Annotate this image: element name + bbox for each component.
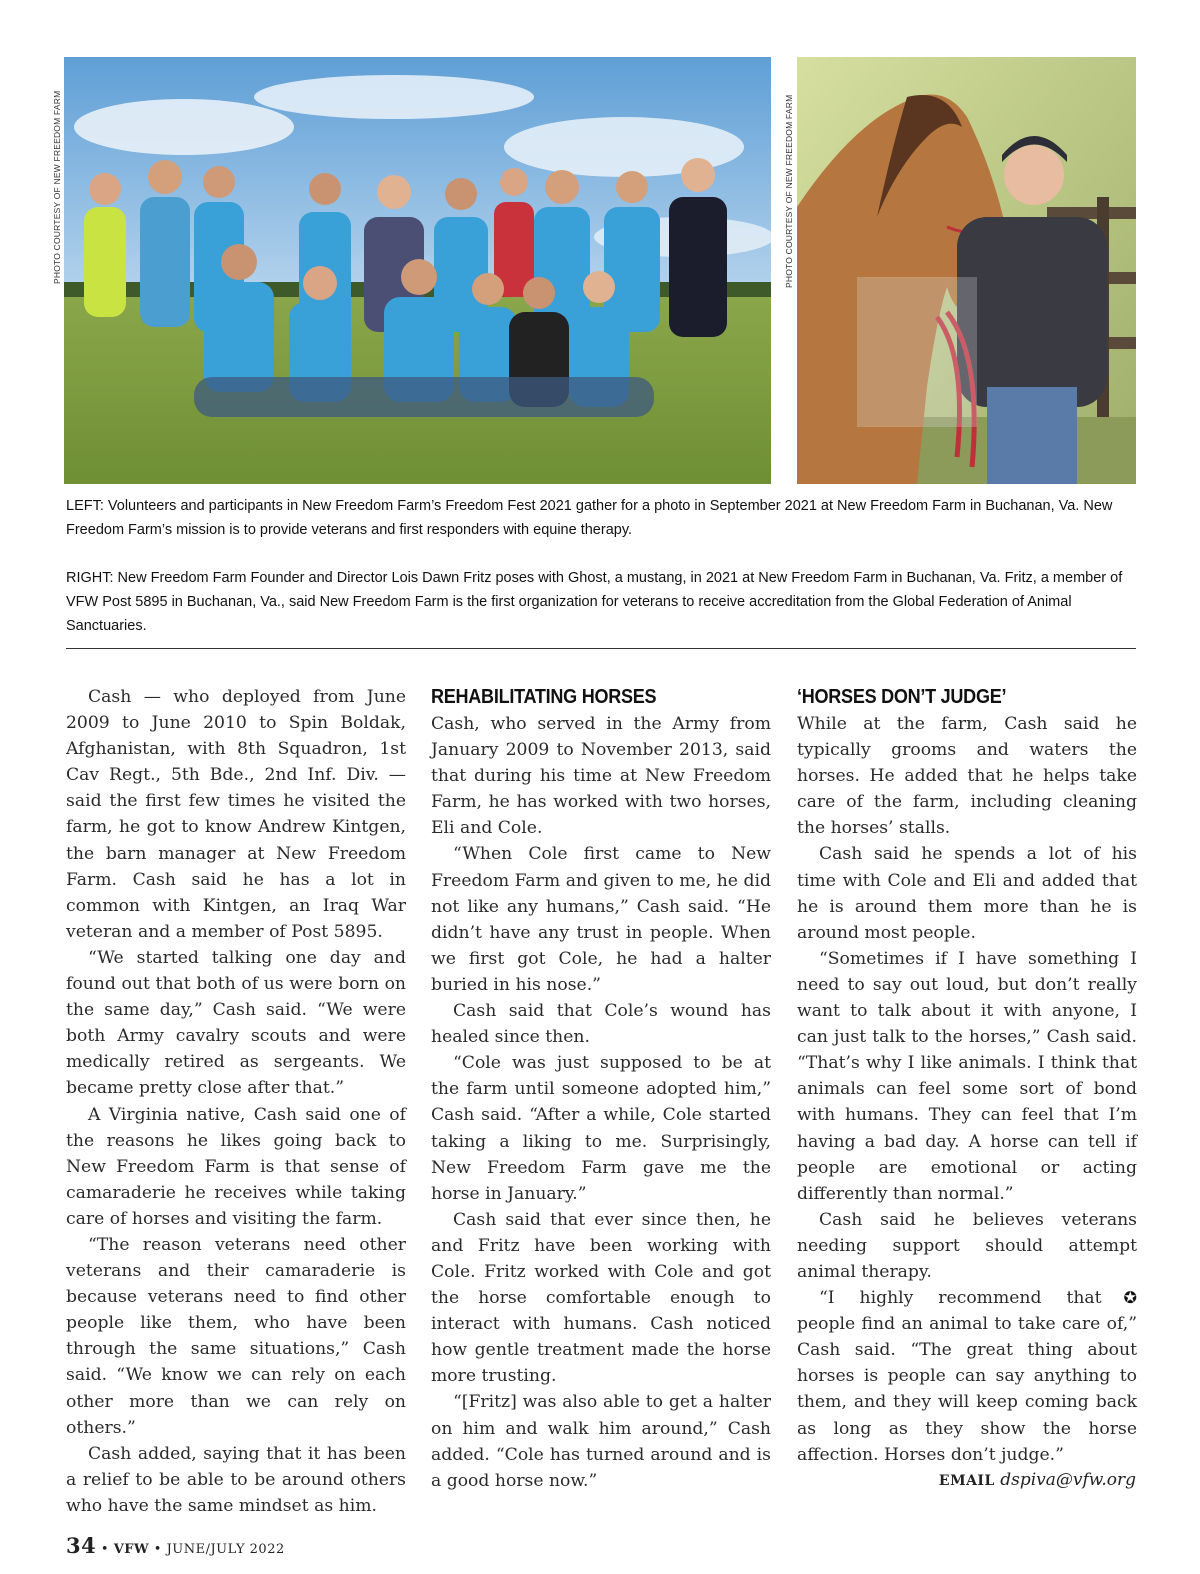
paragraph: Cash, who served in the Army from January 2009 to November 2013, said that during his time at New Freedom Farm, he has worked with two horses, Eli and Cole. bbox=[431, 714, 771, 839]
column-2 bbox=[431, 684, 771, 1494]
left-caption: LEFT: Volunteers and participants in New Freedom Farm’s Freedom Fest 2021 gather for a photo in September 2021 at New Freedom Farm in Buchanan, Va. New Freedom Farm’s mission is to provide veterans and first responders with equine therapy. bbox=[66, 498, 1113, 538]
section-heading-horses-dont-judge: ‘HORSES DON’T JUDGE’ bbox=[797, 685, 1007, 708]
footer-bullet: • bbox=[100, 1542, 110, 1557]
column-1 bbox=[66, 684, 406, 1519]
paragraph: Cash said he believes veterans needing support should attempt animal therapy. bbox=[797, 1209, 1137, 1282]
horse-photo bbox=[797, 57, 1136, 484]
paragraph: “When Cole first came to New Freedom Farm and given to me, he did not like any humans,” Cash said. “He didn’t have any trust in people. When we first got Cole, he had a halter buried in his nose.” bbox=[431, 844, 771, 995]
section-heading-rehabilitating-horses: REHABILITATING HORSES bbox=[431, 685, 657, 708]
paragraph: While at the farm, Cash said he typically grooms and waters the horses. He added that he helps take care of the farm, including cleaning the horses’ stalls. bbox=[797, 714, 1137, 839]
paragraph-final bbox=[797, 1285, 1137, 1468]
paragraph: “Sometimes if I have something I need to say out loud, but don’t really want to talk about it with anyone, I can just talk to the horses,” Cash said. “That’s why I like animals. I think that animals can feel some sort of bond with humans. They can feel that I’m having a bad day. A horse can tell if people are emotional or acting differently than normal.” bbox=[797, 948, 1137, 1204]
paragraph: Cash said that ever since then, he and Fritz have been working with Cole. Fritz worked with Cole and got the horse comfortable enough to interact with humans. Cash noticed how gentle treatment made the horse more trusting. bbox=[431, 1209, 771, 1387]
section-divider bbox=[66, 648, 1136, 649]
group-photo bbox=[64, 57, 771, 484]
paragraph: “We started talking one day and found out that both of us were born on the same day,” Cash said. “We were both Army cavalry scouts and were medically retired as sergeants. We became pretty close after that.” bbox=[66, 947, 406, 1099]
column-3 bbox=[797, 684, 1137, 1468]
email-label: EMAIL bbox=[938, 1473, 995, 1489]
paragraph: “[Fritz] was also able to get a halter on him and walk him around,” Cash added. “Cole has turned around and is a good horse now.” bbox=[431, 1392, 771, 1491]
paragraph: Cash said he spends a lot of his time with Cole and Eli and added that he is around them more than he is around most people. bbox=[797, 844, 1137, 943]
issue-date: JUNE/JULY 2022 bbox=[166, 1542, 285, 1557]
author-email bbox=[939, 1470, 1136, 1490]
paragraph: “Cole was just supposed to be at the farm until someone adopted him,” Cash said. “After a while, Cole started taking a liking to me. Surprisingly, New Freedom Farm gave me the horse in January.” bbox=[431, 1053, 771, 1204]
page-number: 34 bbox=[66, 1533, 97, 1558]
magazine-name: VFW bbox=[113, 1542, 150, 1557]
right-caption: RIGHT: New Freedom Farm Founder and Director Lois Dawn Fritz poses with Ghost, a mustang, in 2021 at New Freedom Farm in Buchanan, Va. Fritz, a member of VFW Post 5895 in Buchanan, Va., said New Freedom Farm is the first organization for veterans to receive accreditation from the Global Federation of Animal Sanctuaries. bbox=[66, 570, 1123, 634]
left-photo-credit: PHOTO COURTESY OF NEW FREEDOM FARM bbox=[52, 90, 62, 284]
end-mark-icon: ✪ bbox=[1123, 1288, 1137, 1308]
paragraph: “The reason veterans need other veterans and their camaraderie is because veterans need to find other people like them, who have been through the same situations,” Cash said. “We know we can rely on each other more than we can rely on others.” bbox=[66, 1234, 406, 1438]
right-photo-credit: PHOTO COURTESY OF NEW FREEDOM FARM bbox=[784, 94, 794, 288]
paragraph-text: “I highly recommend that people find an animal to take care of,” Cash said. “The great thing about horses is people can say anything to them, and they will keep coming back as long as they show the horse affection. Horses don’t judge.” bbox=[797, 1288, 1137, 1465]
email-address[interactable]: dspiva@vfw.org bbox=[1000, 1470, 1136, 1490]
page-footer bbox=[66, 1533, 285, 1558]
paragraph: Cash added, saying that it has been a relief to be able to be around others who have the same mindset as him. bbox=[66, 1443, 406, 1516]
paragraph: Cash — who deployed from June 2009 to June 2010 to Spin Boldak, Afghanistan, with 8th Squadron, 1st Cav Regt., 5th Bde., 2nd Inf. Div. — said the first few times he visited the farm, he got to know Andrew Kintgen, the barn manager at New Freedom Farm. Cash said he has a lot in common with Kintgen, an Iraq War veteran and a member of Post 5895. bbox=[66, 687, 406, 942]
footer-bullet: • bbox=[153, 1542, 162, 1557]
paragraph: A Virginia native, Cash said one of the reasons he likes going back to New Freedom Farm is that sense of camaraderie he receives while taking care of horses and visiting the farm. bbox=[66, 1104, 406, 1229]
paragraph: Cash said that Cole’s wound has healed since then. bbox=[431, 1001, 771, 1048]
